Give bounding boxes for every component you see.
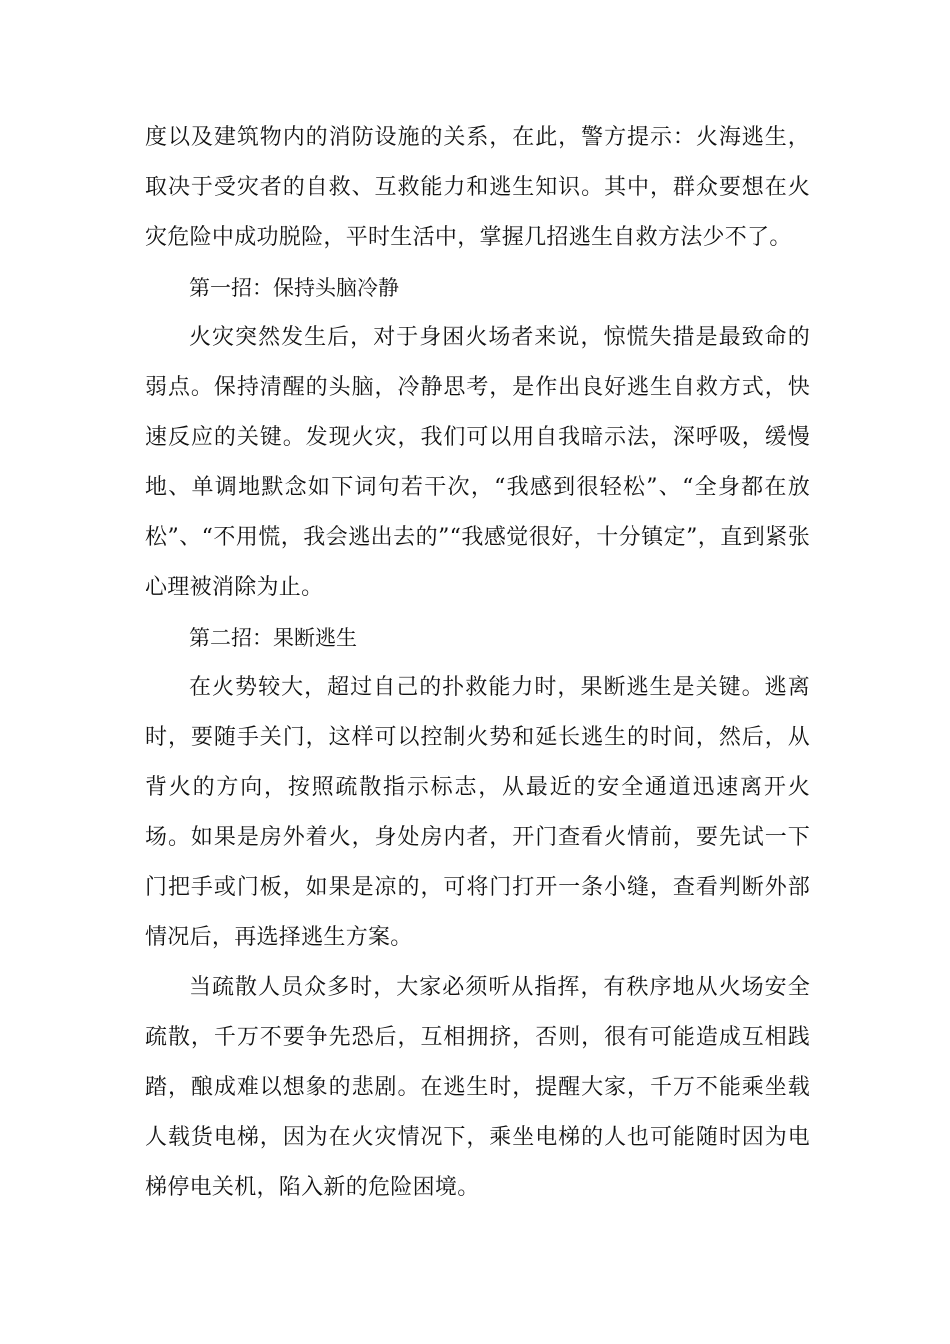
document-body — [145, 113, 810, 1213]
section-heading-stay-calm: 第一招：保持头脑冷静 — [189, 276, 399, 300]
stay-calm-paragraph: 火灾突然发生后，对于身困火场者来说，惊慌失措是最致命的弱点。保持清醒的头脑，冷静思考，是作出良好逃生自救方式，快速反应的关键。发现火灾，我们可以用自我暗示法，深呼吸，缓慢地、单调地默念如下词句若干次，“我感到很轻松”、“全身都在放松”、“不用慌，我会逃出去的”“我感觉很好，十分镇定”，直到紧张心理被消除为止。 — [145, 325, 810, 600]
evacuation-order-paragraph: 当疏散人员众多时，大家必须听从指挥，有秩序地从火场安全疏散，千万不要争先恐后，互相拥挤，否则，很有可能造成互相践踏，酿成难以想象的悲剧。在逃生时，提醒大家，千万不能乘坐载人载货电梯，因为在火灾情况下，乘坐电梯的人也可能随时因为电梯停电关机，陷入新的危险困境。 — [145, 975, 810, 1200]
intro-continuation-paragraph: 度以及建筑物内的消防设施的关系，在此，警方提示：火海逃生，取决于受灾者的自救、互救能力和逃生知识。其中，群众要想在火灾危险中成功脱险，平时生活中，掌握几招逃生自救方法少不了。 — [145, 125, 810, 250]
escape-decisively-paragraph: 在火势较大，超过自己的扑救能力时，果断逃生是关键。逃离时，要随手关门，这样可以控制火势和延长逃生的时间，然后，从背火的方向，按照疏散指示标志，从最近的安全通道迅速离开火场。如果是房外着火，身处房内者，开门查看火情前，要先试一下门把手或门板，如果是凉的，可将门打开一条小缝，查看判断外部情况后，再选择逃生方案。 — [145, 675, 810, 950]
section-heading-escape-decisively: 第二招：果断逃生 — [189, 626, 357, 650]
